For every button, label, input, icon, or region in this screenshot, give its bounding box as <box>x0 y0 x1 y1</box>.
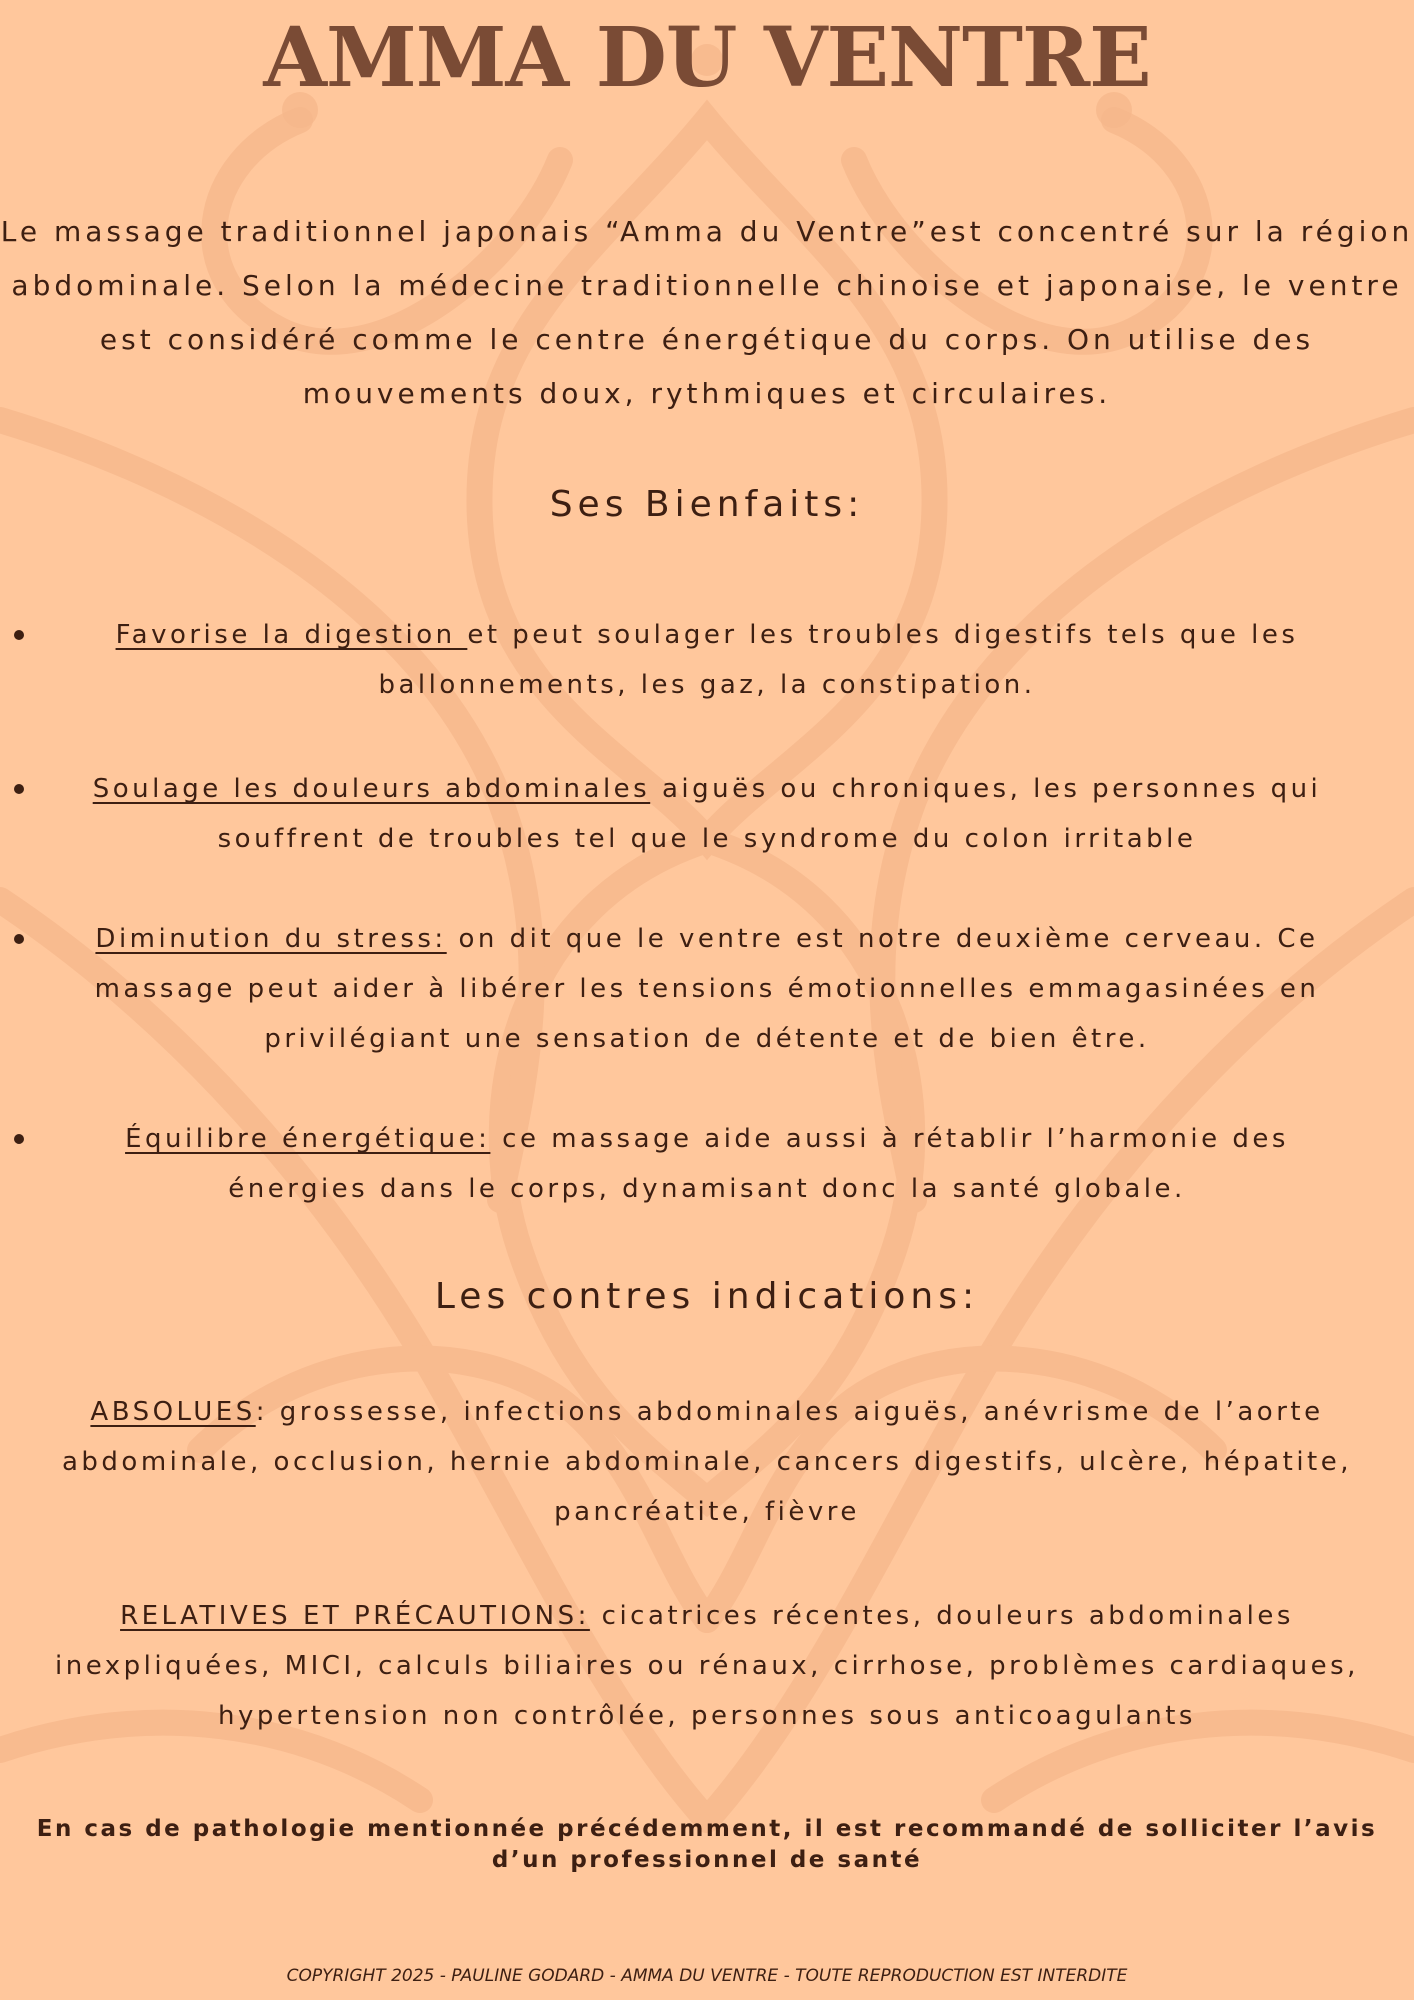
benefit-lead: Favorise la digestion <box>115 620 468 650</box>
benefit-item-equilibre <box>0 1114 1414 1214</box>
bullet-icon <box>14 1134 24 1144</box>
intro-paragraph: Le massage traditionnel japonais “Amma du Ventre”est concentré sur la région abdominale. Selon la médecine traditionnelle chinoise et japonaise, le ventre est considéré comme le centre énergétique du corps. On utilise des mouvements doux, rythmiques et circulaires. <box>0 215 1414 410</box>
benefit-item-stress <box>0 914 1414 1064</box>
contra-relatives-lead: RELATIVES ET PRÉCAUTIONS: <box>120 1601 590 1631</box>
benefit-body: et peut soulager les troubles digestifs tels que les ballonnements, les gaz, la constipation. <box>378 620 1299 700</box>
benefit-text <box>57 764 1357 864</box>
benefit-lead: Diminution du stress: <box>95 924 447 954</box>
contra-absolues-lead: ABSOLUES <box>90 1397 256 1427</box>
benefit-item-douleurs <box>0 764 1414 864</box>
bullet-icon <box>14 934 24 944</box>
benefit-body: ce massage aide aussi à rétablir l’harmonie des énergies dans le corps, dynamisant donc la santé globale. <box>228 1124 1289 1204</box>
contra-absolues <box>0 1387 1414 1537</box>
warning-note: En cas de pathologie mentionnée précédemment, il est recommandé de solliciter l’avis d’un professionnel de santé <box>36 1816 1378 1873</box>
benefit-lead: Équilibre énergétique: <box>125 1124 491 1154</box>
benefit-lead: Soulage les douleurs abdominales <box>92 774 651 804</box>
benefit-body: aiguës ou chroniques, les personnes qui souffrent de troubles tel que le syndrome du colon irritable <box>217 774 1322 854</box>
bullet-icon <box>14 784 24 794</box>
contra-heading: Les contres indications: <box>434 1276 980 1317</box>
benefit-text <box>57 914 1357 1064</box>
contra-relatives-body: cicatrices récentes, douleurs abdominales inexpliquées, MICI, calculs biliaires ou rénaux, cirrhose, problèmes cardiaques, hypertension non contrôlée, personnes sous anticoagulants <box>55 1601 1359 1731</box>
page-title: AMMA DU VENTRE <box>263 10 1151 106</box>
benefits-heading: Ses Bienfaits: <box>549 484 865 525</box>
benefit-text <box>57 610 1357 710</box>
bullet-icon <box>14 630 24 640</box>
benefit-item-digestion <box>0 610 1414 710</box>
benefit-text <box>57 1114 1357 1214</box>
contra-absolues-body: : grossesse, infections abdominales aiguës, anévrisme de l’aorte abdominale, occlusion, hernie abdominale, cancers digestifs, ulcère, hépatite, pancréatite, fièvre <box>61 1397 1352 1527</box>
copyright-footer: COPYRIGHT 2025 - PAULINE GODARD - AMMA DU VENTRE - TOUTE REPRODUCTION EST INTERDITE <box>286 1966 1128 1986</box>
contra-relatives <box>0 1591 1414 1741</box>
benefit-body: on dit que le ventre est notre deuxième cerveau. Ce massage peut aider à libérer les tensions émotionnelles emmagasinées en privilégiant une sensation de détente et de bien être. <box>94 924 1320 1054</box>
